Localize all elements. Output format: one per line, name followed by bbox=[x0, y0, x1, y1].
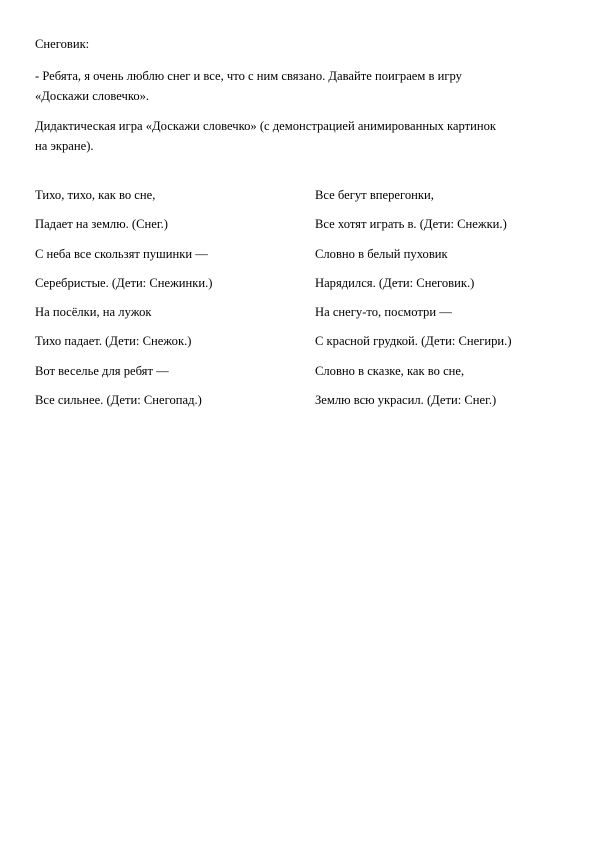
speech-line: «Доскажи словечко». bbox=[35, 89, 150, 103]
speaker-label: Снеговик: bbox=[35, 37, 90, 51]
speech-line: - Ребята, я очень люблю снег и все, что с ним связано. Давайте поиграем в игру bbox=[35, 69, 462, 83]
poem-left-column bbox=[35, 185, 305, 419]
poem-line: Вот веселье для ребят — bbox=[35, 363, 169, 378]
speaker-speech bbox=[35, 66, 560, 106]
poem-line: Все бегут вперегонки, bbox=[315, 188, 434, 202]
poem-right-column bbox=[315, 185, 575, 419]
poem-line: Все хотят играть в. (Дети: Снежки.) bbox=[315, 217, 507, 232]
poem-line: Тихо, тихо, как во сне, bbox=[35, 188, 156, 202]
poem-line: С неба все скользят пушинки — bbox=[35, 246, 208, 261]
poem-line: На посёлки, на лужок bbox=[35, 305, 152, 320]
poem-line: Землю всю украсил. (Дети: Снег.) bbox=[315, 393, 497, 408]
poem-line: Нарядился. (Дети: Снеговик.) bbox=[315, 275, 475, 290]
game-description-line: Дидактическая игра «Доскажи словечко» (с демонстрацией анимированных картинок bbox=[35, 119, 497, 133]
poem-line: С красной грудкой. (Дети: Снегири.) bbox=[315, 334, 512, 349]
poem-line: Словно в сказке, как во сне, bbox=[315, 363, 465, 378]
poem-line: Все сильнее. (Дети: Снегопад.) bbox=[35, 393, 202, 408]
game-description bbox=[35, 116, 560, 156]
poem-line: Падает на землю. (Снег.) bbox=[35, 217, 168, 232]
poem-line: Словно в белый пуховик bbox=[315, 246, 448, 261]
poem-line: Тихо падает. (Дети: Снежок.) bbox=[35, 334, 192, 349]
game-description-line: на экране). bbox=[35, 139, 94, 153]
poem-line: Серебристые. (Дети: Снежинки.) bbox=[35, 275, 213, 290]
poem-line: На снегу-то, посмотри — bbox=[315, 305, 452, 320]
